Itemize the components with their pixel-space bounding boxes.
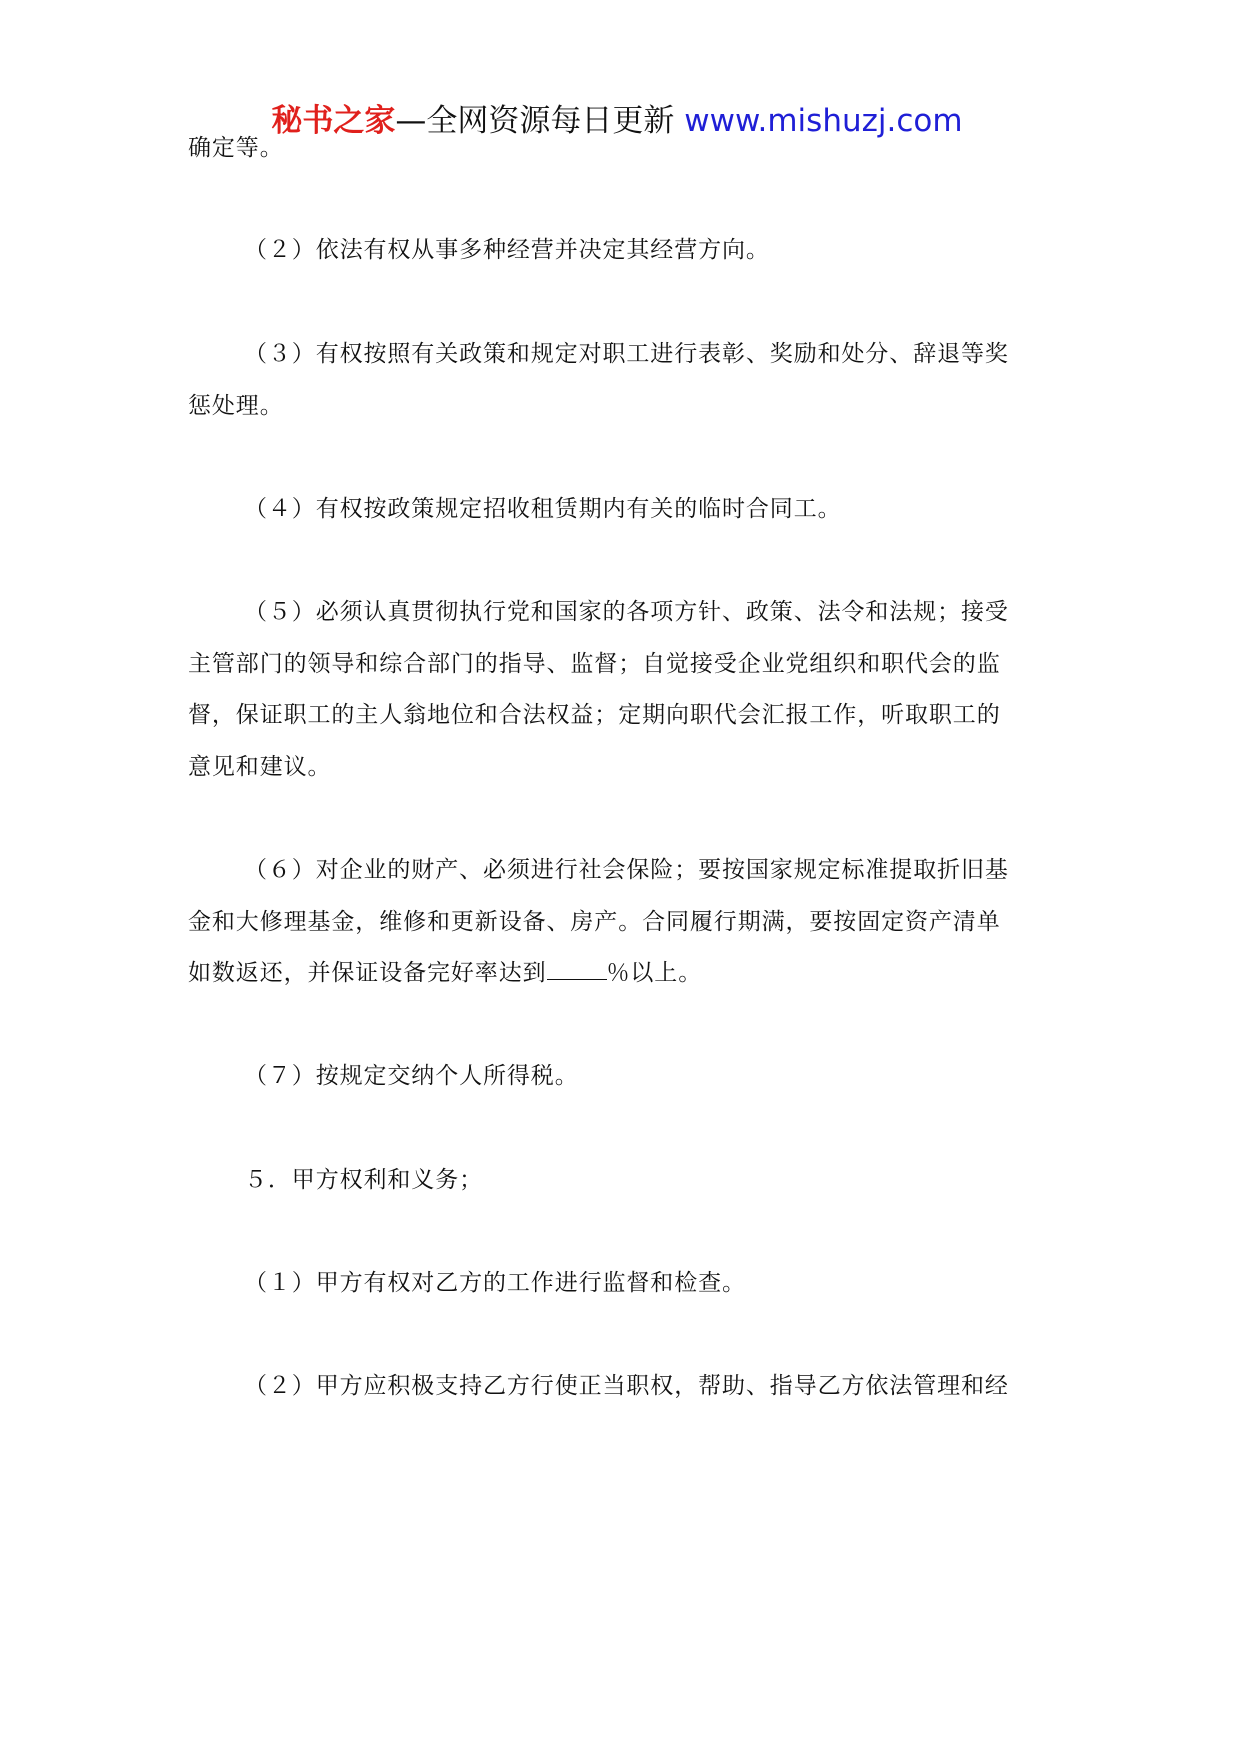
paragraph-line: 督，保证职工的主人翁地位和合法权益；定期向职代会汇报工作，听取职工的	[188, 702, 1001, 728]
paragraph-line: （３）有权按照有关政策和规定对职工进行表彰、奖励和处分、辞退等奖	[244, 341, 1009, 367]
paragraph-line: 惩处理。	[188, 393, 284, 419]
paragraph-line: （６）对企业的财产、必须进行社会保险；要按国家规定标准提取折旧基	[244, 857, 1009, 883]
paragraph-line: 确定等。	[188, 135, 284, 161]
site-brand: 秘书之家	[271, 103, 396, 139]
section-heading: ５．甲方权利和义务；	[244, 1167, 483, 1193]
paragraph-line: （４）有权按政策规定招收租赁期内有关的临时合同工。	[244, 496, 842, 522]
paragraph-text: 如数返还，并保证设备完好率达到	[188, 960, 547, 986]
paragraph-line: （１）甲方有权对乙方的工作进行监督和检查。	[244, 1270, 746, 1296]
paragraph-line	[188, 958, 702, 988]
paragraph-text: ％以上。	[606, 960, 703, 986]
site-header-banner	[0, 101, 1234, 141]
paragraph-line: （７）按规定交纳个人所得税。	[244, 1063, 579, 1089]
paragraph-line: （２）依法有权从事多种经营并决定其经营方向。	[244, 237, 770, 263]
paragraph-line: 主管部门的领导和综合部门的指导、监督；自觉接受企业党组织和职代会的监	[188, 651, 1001, 677]
paragraph-line: 金和大修理基金，维修和更新设备、房产。合同履行期满，要按固定资产清单	[188, 909, 1001, 935]
site-url-link[interactable]: www.mishuzj.com	[684, 103, 963, 139]
paragraph-line: （５）必须认真贯彻执行党和国家的各项方针、政策、法令和法规；接受	[244, 599, 1009, 625]
fill-in-blank	[547, 959, 607, 980]
site-tagline: —全网资源每日更新	[395, 103, 685, 139]
paragraph-line: 意见和建议。	[188, 754, 332, 780]
paragraph-line: （２）甲方应积极支持乙方行使正当职权，帮助、指导乙方依法管理和经	[244, 1373, 1009, 1399]
